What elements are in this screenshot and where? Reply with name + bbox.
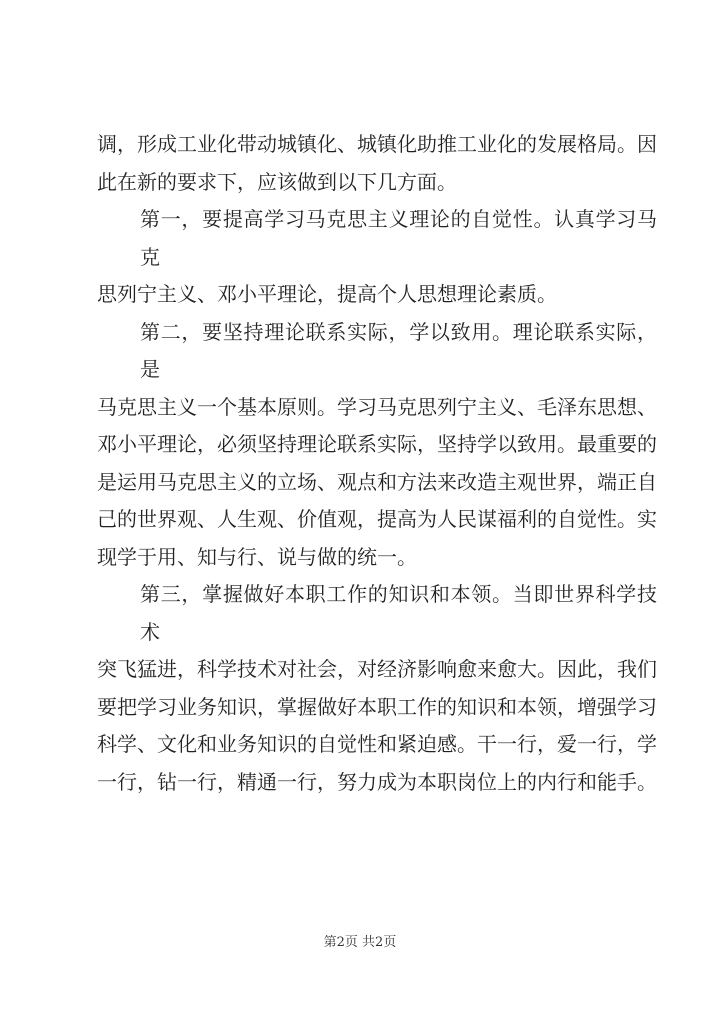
text-line: 思列宁主义、邓小平理论，提高个人思想理论素质。 — [97, 282, 557, 306]
text-line: 邓小平理论，必须坚持理论联系实际，坚持学以致用。最重要的 — [97, 432, 657, 456]
text-line: 己的世界观、人生观、价值观，提高为人民谋福利的自觉性。实 — [97, 507, 657, 531]
text-line: 第二，要坚持理论联系实际，学以致用。理论联系实际，是 — [140, 319, 657, 381]
text-line: 一行，钻一行，精通一行，努力成为本职岗位上的内行和能手。 — [97, 769, 657, 794]
document-page — [97, 126, 657, 801]
text-line: 突飞猛进，科学技术对社会，对经济影响愈来愈大。因此，我们 — [97, 657, 657, 681]
text-line: 调，形成工业化带动城镇化、城镇化助推工业化的发展格局。因 — [97, 132, 657, 156]
text-line: 科学、文化和业务知识的自觉性和紧迫感。干一行，爱一行，学 — [97, 732, 657, 756]
text-line: 第一，要提高学习马克思主义理论的自觉性。认真学习马克 — [140, 207, 657, 269]
text-line: 此在新的要求下，应该做到以下几方面。 — [97, 169, 457, 194]
text-line: 要把学习业务知识，掌握做好本职工作的知识和本领，增强学习 — [97, 694, 657, 719]
text-line: 现学于用、知与行、说与做的统一。 — [97, 544, 417, 569]
page-footer: 第2页 共2页 — [323, 935, 397, 950]
text-line: 马克思主义一个基本原则。学习马克思列宁主义、毛泽东思想、 — [97, 394, 657, 419]
text-line: 是运用马克思主义的立场、观点和方法来改造主观世界，端正自 — [97, 469, 657, 494]
text-line: 第三，掌握做好本职工作的知识和本领。当即世界科学技术 — [140, 582, 657, 644]
